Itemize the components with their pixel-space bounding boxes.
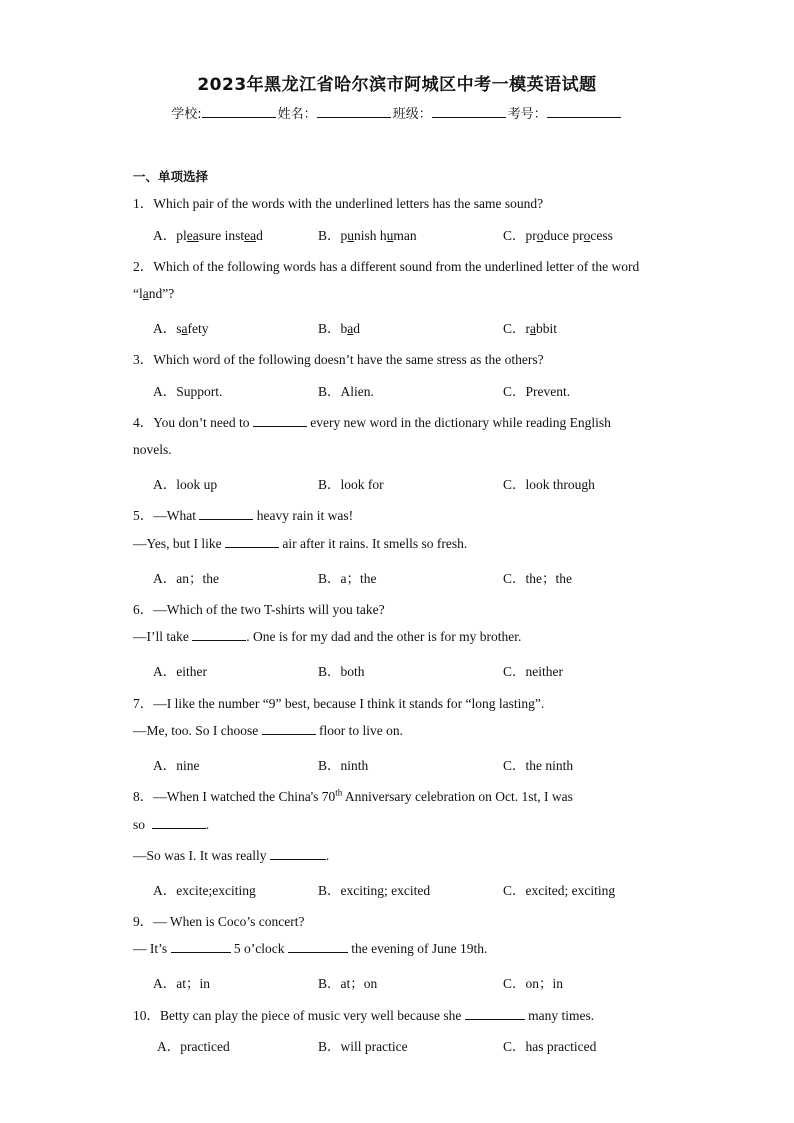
q4-option-c[interactable]: C．look through (503, 477, 595, 492)
q6-option-b[interactable]: B．both (318, 664, 365, 679)
question-1-stem: 1．Which pair of the words with the underlined letters has the same sound? (133, 196, 544, 211)
q8-option-b[interactable]: B．exciting; excited (318, 883, 431, 898)
question-2-stem-cont: “land”? (133, 286, 175, 301)
answer-blank[interactable] (225, 536, 279, 548)
answer-blank[interactable] (288, 941, 348, 953)
q2-option-a[interactable]: A．safety (153, 321, 209, 336)
question-2-stem: 2．Which of the following words has a different sound from the underlined letter of the word (133, 259, 640, 274)
question-6-line-2: —I’ll take . One is for my dad and the other is for my brother. (133, 629, 522, 644)
question-7-line-2: —Me, too. So I choose floor to live on. (133, 723, 403, 738)
exam-no-blank[interactable] (547, 105, 621, 118)
q2-option-b[interactable]: B．bad (318, 321, 361, 336)
answer-blank[interactable] (253, 415, 307, 427)
answer-blank[interactable] (270, 848, 326, 860)
class-label: 班级： (392, 107, 432, 122)
q3-option-c[interactable]: C．Prevent. (503, 384, 571, 399)
q7-option-c[interactable]: C．the ninth (503, 758, 574, 773)
question-5-line-2: —Yes, but I like air after it rains. It smells so fresh. (133, 536, 468, 551)
q9-option-a[interactable]: A．at；in (153, 976, 210, 991)
question-9-line-2: — It’s 5 o’clock the evening of June 19th. (133, 941, 488, 956)
question-7-line-1: 7．—I like the number “9” best, because I think it stands for “long lasting”. (133, 696, 545, 711)
q6-option-c[interactable]: C．neither (503, 664, 563, 679)
question-8-line-3: —So was I. It was really . (133, 848, 330, 863)
question-9-line-1: 9．— When is Coco’s concert? (133, 914, 305, 929)
page-title: 2023年黑龙江省哈尔滨市阿城区中考一模英语试题 (197, 75, 597, 95)
answer-blank[interactable] (199, 508, 253, 520)
question-3-stem: 3．Which word of the following doesn’t have the same stress as the others? (133, 352, 544, 367)
q7-option-b[interactable]: B．ninth (318, 758, 369, 773)
q9-option-b[interactable]: B．at；on (318, 976, 378, 991)
q2-option-c[interactable]: C．rabbit (503, 321, 558, 336)
q1-option-b[interactable]: B．punish human (318, 228, 417, 243)
question-8-line-2: so . (133, 817, 210, 832)
q6-option-a[interactable]: A．either (153, 664, 207, 679)
question-5-line-1: 5．—What heavy rain it was! (133, 508, 354, 523)
question-4-stem: 4．You don’t need to every new word in the dictionary while reading English (133, 415, 611, 430)
q7-option-a[interactable]: A．nine (153, 758, 200, 773)
q4-option-a[interactable]: A．look up (153, 477, 218, 492)
q5-option-b[interactable]: B．a；the (318, 571, 377, 586)
q3-option-b[interactable]: B．Alien. (318, 384, 374, 399)
q1-option-a[interactable]: A．pleasure instead (153, 228, 263, 243)
q10-option-a[interactable]: A．practiced (157, 1039, 230, 1054)
question-6-line-1: 6．—Which of the two T-shirts will you take? (133, 602, 385, 617)
q4-option-b[interactable]: B．look for (318, 477, 384, 492)
answer-blank[interactable] (465, 1008, 525, 1020)
answer-blank[interactable] (171, 941, 231, 953)
student-info-line (0, 103, 794, 122)
q10-option-c[interactable]: C．has practiced (503, 1039, 597, 1054)
school-label: 学校: (171, 107, 202, 122)
exam-no-label: 考号： (507, 107, 547, 122)
answer-blank[interactable] (262, 723, 316, 735)
q9-option-c[interactable]: C．on；in (503, 976, 564, 991)
question-8-line-1: 8．—When I watched the China's 70th Anniversary celebration on Oct. 1st, I was (133, 787, 573, 804)
q3-option-a[interactable]: A．Support. (153, 384, 223, 399)
answer-blank[interactable] (192, 629, 246, 641)
name-blank[interactable] (317, 105, 391, 118)
q5-option-a[interactable]: A．an；the (153, 571, 219, 586)
answer-blank[interactable] (152, 817, 206, 829)
question-4-stem-cont: novels. (133, 442, 172, 457)
name-label: 姓名： (277, 107, 317, 122)
q8-option-c[interactable]: C．excited; exciting (503, 883, 616, 898)
q10-option-b[interactable]: B．will practice (318, 1039, 408, 1054)
q8-option-a[interactable]: A．excite;exciting (153, 883, 256, 898)
section-title: 一、单项选择 (133, 169, 209, 184)
school-blank[interactable] (202, 105, 276, 118)
q5-option-c[interactable]: C．the；the (503, 571, 572, 586)
q1-option-c[interactable]: C．produce process (503, 228, 613, 243)
class-blank[interactable] (432, 105, 506, 118)
question-10-stem: 10．Betty can play the piece of music very well because she many times. (133, 1008, 595, 1023)
